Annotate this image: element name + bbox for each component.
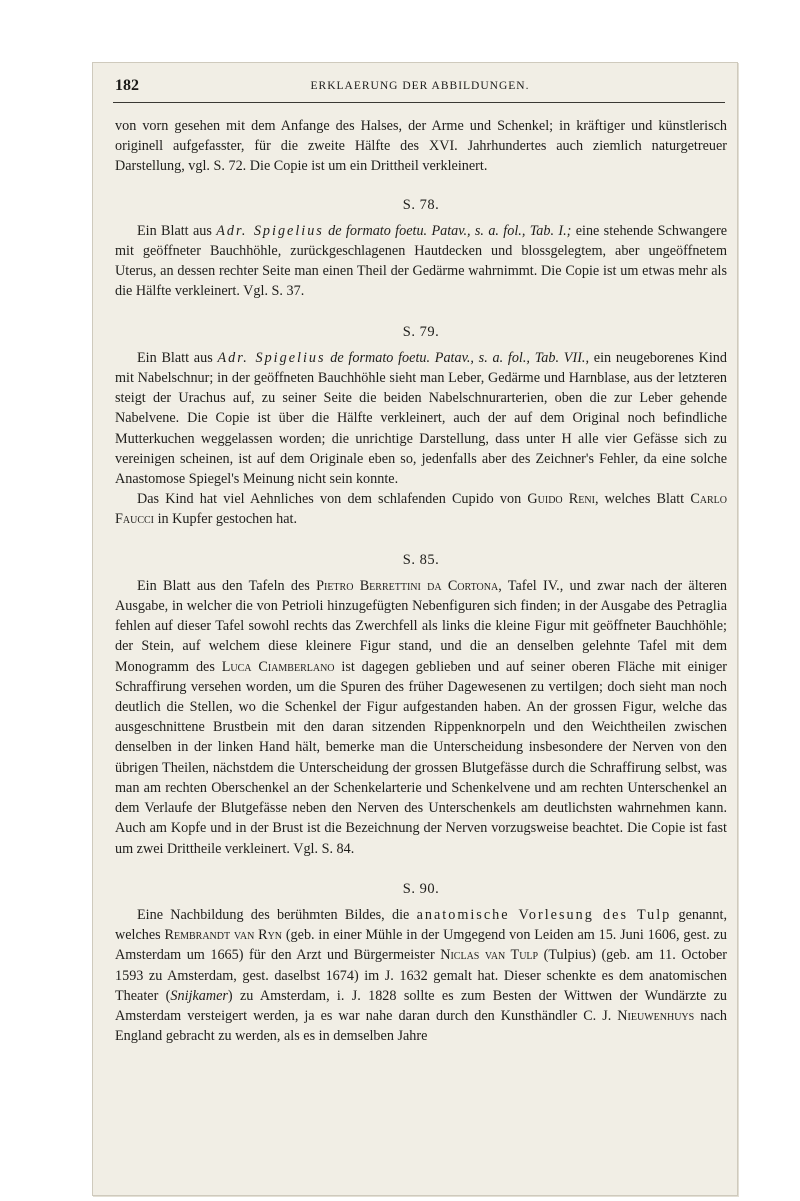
person-name: Rembrandt van Ryn [164, 927, 283, 944]
book-page [92, 62, 738, 1196]
body-text [115, 116, 727, 1046]
intro-paragraph: von vorn gesehen mit dem Anfange des Halses, der Arme und Schenkel; in kräftiger und künstlerisch originell aufgefasster, für die zweite Hälfte des XVI. Jahrhundertes auch ziemlich naturgetreuer Darstellung, vgl. S. 72. Die Copie ist um ein Drittheil verkleinert. [115, 118, 727, 175]
running-head: ERKLAERUNG DER ABBILDUNGEN. [310, 80, 530, 92]
work-title: de formato foetu. Patav., s. a. fol., Tab. I.; [323, 222, 572, 239]
person-name: Guido Reni [527, 491, 595, 508]
paragraph-s79-1: Ein Blatt aus Adr. Spigelius de formato foetu. Patav., s. a. fol., Tab. VII., ein neugeborenes Kind mit Nabelschnur; in der geöffneten Bauchhöhle sieht man Leber, Gedärme und Harnblase, aus der letzteren steigt der Urachus auf, zu seiner Seite die beiden Nabelschnurarterien, oben die zur Leber gehende Nabelvene. Die Copie ist über die Hälfte verkleinert, auch der auf dem Original noch befindliche Mutterkuchen weggelassen worden; die unrichtige Darstellung, dass unter H alle vier Gefässe sich zu vereinigen scheinen, ist auf dem Originale eben so, jedenfalls aber des Zeichner's Fehler, da eine solche Anastomose Spiegel's Meinung nicht sein konnte. [115, 349, 727, 488]
paragraph-s90: Eine Nachbildung des berühmten Bildes, die anatomische Vorlesung des Tulp genannt, welches Rembrandt van Ryn (geb. in einer Mühle in der Umgegend von Leiden am 15. Juni 1606, gest. zu Amsterdam um 1665) für den Arzt und Bürgermeister Niclas van Tulp (Tulpius) (geb. am 11. October 1593 zu Amsterdam, gest. daselbst 1674) im J. 1632 gemalt hat. Dieser schenkte es dem anatomischen Theater (Snijkamer) zu Amsterdam, i. J. 1828 sollte es zum Besten der Wittwen der Wundärzte zu Amsterdam versteigert werden, ja es war nahe daran durch den Kunsthändler C. J. Nieuwenhuys nach England gebracht zu werden, als es in demselben Jahre [115, 906, 728, 1045]
italic-term: Snijkamer [170, 987, 228, 1004]
person-name: Nieuwenhuys [617, 1007, 695, 1024]
person-name: Carlo Faucci [115, 491, 727, 528]
header-rule [113, 102, 725, 103]
author-name: Adr. Spigelius [217, 349, 326, 366]
section-heading-s90: S. 90. [402, 880, 440, 897]
page-header [115, 77, 725, 99]
page-number: 182 [115, 77, 139, 94]
section-heading-s79: S. 79. [402, 323, 440, 340]
work-title: de formato foetu. Patav., s. a. fol., Tab. VII., [325, 349, 590, 366]
paragraph-s78: Ein Blatt aus Adr. Spigelius de formato foetu. Patav., s. a. fol., Tab. I.; eine stehende Schwangere mit geöffneter Bauchhöhle, zurückgeschlagenen Hautdecken und blossgelegtem, aber ungeöffnetem Uterus, an dessen rechter Seite man einen Theil der Gedärme wahrnimmt. Die Copie ist um etwas mehr als die Hälfte verkleinert. Vgl. S. 37. [115, 222, 727, 300]
section-heading-s78: S. 78. [402, 196, 440, 213]
person-name: Luca Ciamberlano [221, 658, 335, 675]
person-name: Niclas van Tulp [440, 947, 539, 964]
paragraph-s85: Ein Blatt aus den Tafeln des Pietro Berrettini da Cortona, Tafel IV., und zwar nach der älteren Ausgabe, in welcher die von Petrioli hinzugefügten Nebenfiguren sich finden; in der Ausgabe des Petraglia fehlen auf dieser Tafel sowohl rechts das Zwerchfell als links die kleine Figur mit geöffneter Bauchhöhle; der Stein, auf welchem diese kleinere Figur stand, und die an denselben gelehnte Tafel mit dem Monogramm des Luca Ciamberlano ist dagegen geblieben und auf seiner oberen Fläche mit einiger Schraffirung versehen worden, um die Spuren des früher Dagewesenen zu vertilgen; doch sieht man noch deutlich die Stellen, wo die Schenkel der Figur aufgestanden haben. An der grossen Figur, welche das ausgeschnittene Brustbein mit den daran sitzenden Rippenknorpeln und den Weichtheilen zwischen denselben in der linken Hand hält, bemerke man die Unterscheidung insbesondere der Nerven von den übrigen Theilen, nächstdem die Unterscheidung der grossen Blutgefässe durch die Schraffirung selbst, was man am rechten Oberschenkel an der Schenkelarterie und Schenkelvene und am rechten Unterschenkel an dem Verlaufe der Blutgefässe neben den Nerven des Unterschenkels am deutlichsten wahrnehmen kann. Auch am Kopfe und in der Brust ist die Bezeichnung der Nerven vorzugsweise beachtet. Die Copie ist fast um zwei Drittheile verkleinert. Vgl. S. 84. [115, 577, 728, 857]
author-name: Adr. Spigelius [216, 222, 324, 239]
paragraph-s79-2: Das Kind hat viel Aehnliches von dem schlafenden Cupido von Guido Reni, welches Blatt Carlo Faucci in Kupfer gestochen hat. [115, 491, 727, 528]
person-name: Pietro Berrettini da Cortona [316, 577, 499, 594]
section-heading-s85: S. 85. [402, 551, 440, 568]
spaced-title: anatomische Vorlesung des Tulp [416, 906, 672, 923]
